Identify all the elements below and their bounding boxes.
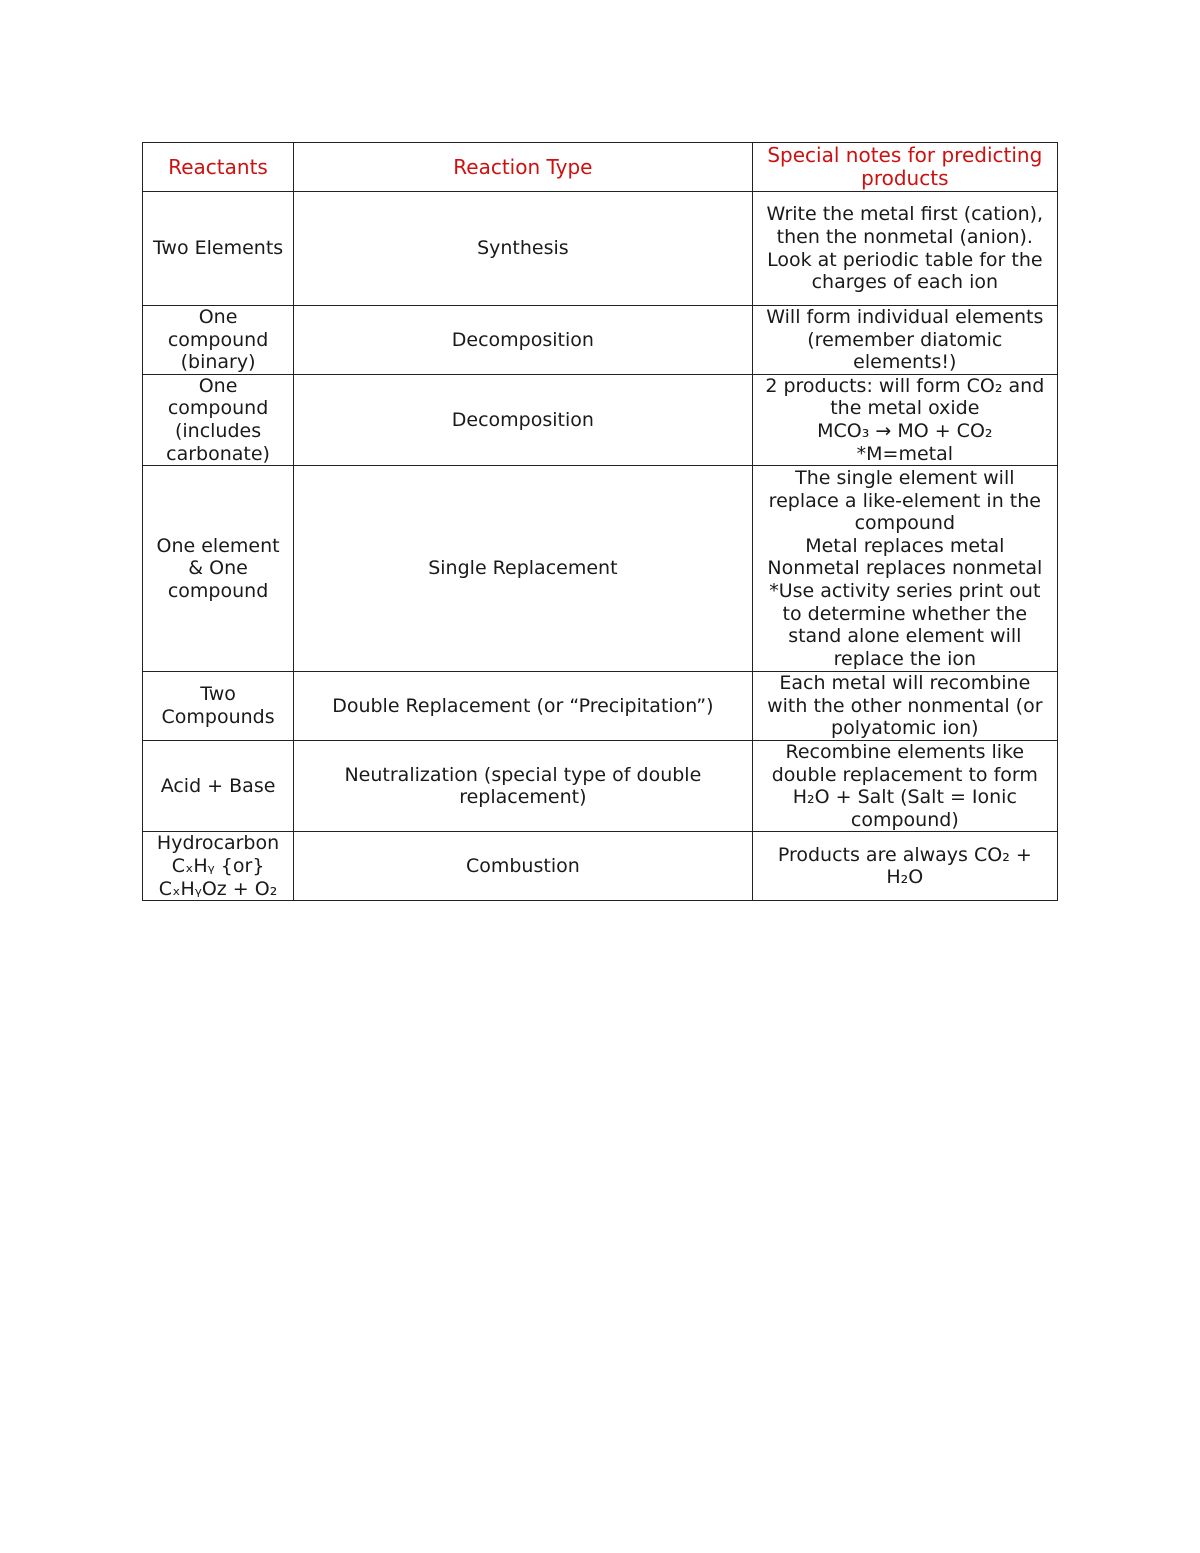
notes-cell [752, 374, 1057, 465]
reactants-cell: One element & One compound [143, 466, 294, 672]
table-row [143, 192, 1058, 306]
notes-cell [752, 466, 1057, 672]
notes-line: Nonmetal replaces nonmetal [767, 557, 1043, 580]
reaction-type-cell: Decomposition [294, 374, 753, 465]
notes-line: *M=metal [856, 442, 954, 465]
table-row [143, 672, 1058, 741]
reactants-cell [143, 832, 294, 901]
reactants-cell: Two Elements [143, 192, 294, 306]
notes-cell: Each metal will recombine with the other nonmental (or polyatomic ion) [752, 672, 1057, 741]
reactants-cell: One compound (includes carbonate) [143, 374, 294, 465]
header-reaction-type: Reaction Type [294, 143, 753, 192]
notes-cell: Write the metal first (cation), then the nonmetal (anion). Look at periodic table for the charges of each ion [752, 192, 1057, 306]
notes-line: Metal replaces metal [805, 534, 1005, 557]
reactants-cell: One compound (binary) [143, 306, 294, 375]
reactants-line: Hydrocarbon [156, 832, 280, 855]
reaction-type-cell: Neutralization (special type of double replacement) [294, 740, 753, 831]
table-row [143, 740, 1058, 831]
table-row [143, 306, 1058, 375]
reaction-types-table [142, 142, 1058, 901]
reactants-line: CₓHᵧOz + O₂ [158, 877, 278, 900]
reaction-type-cell: Single Replacement [294, 466, 753, 672]
notes-line: 2 products: will form CO₂ and the metal oxide [765, 374, 1045, 420]
header-reactants: Reactants [143, 143, 294, 192]
notes-cell: Recombine elements like double replacement to form H₂O + Salt (Salt = Ionic compound) [752, 740, 1057, 831]
table-row [143, 374, 1058, 465]
reactants-line: CₓHᵧ {or} [171, 855, 265, 878]
notes-cell: Products are always CO₂ + H₂O [752, 832, 1057, 901]
reactants-cell: Two Compounds [143, 672, 294, 741]
notes-line: MCO₃ → MO + CO₂ [817, 419, 993, 442]
notes-line: *Use activity series print out to determine whether the stand alone element will replace the ion [769, 579, 1041, 670]
reaction-type-cell: Decomposition [294, 306, 753, 375]
reaction-type-cell: Combustion [294, 832, 753, 901]
reaction-type-cell: Double Replacement (or “Precipitation”) [294, 672, 753, 741]
table-row [143, 832, 1058, 901]
table-row [143, 466, 1058, 672]
header-notes: Special notes for predicting products [752, 143, 1057, 192]
reactants-cell: Acid + Base [143, 740, 294, 831]
table-header-row [143, 143, 1058, 192]
notes-cell: Will form individual elements (remember diatomic elements!) [752, 306, 1057, 375]
notes-line: The single element will replace a like-element in the compound [768, 466, 1041, 535]
reaction-type-cell: Synthesis [294, 192, 753, 306]
